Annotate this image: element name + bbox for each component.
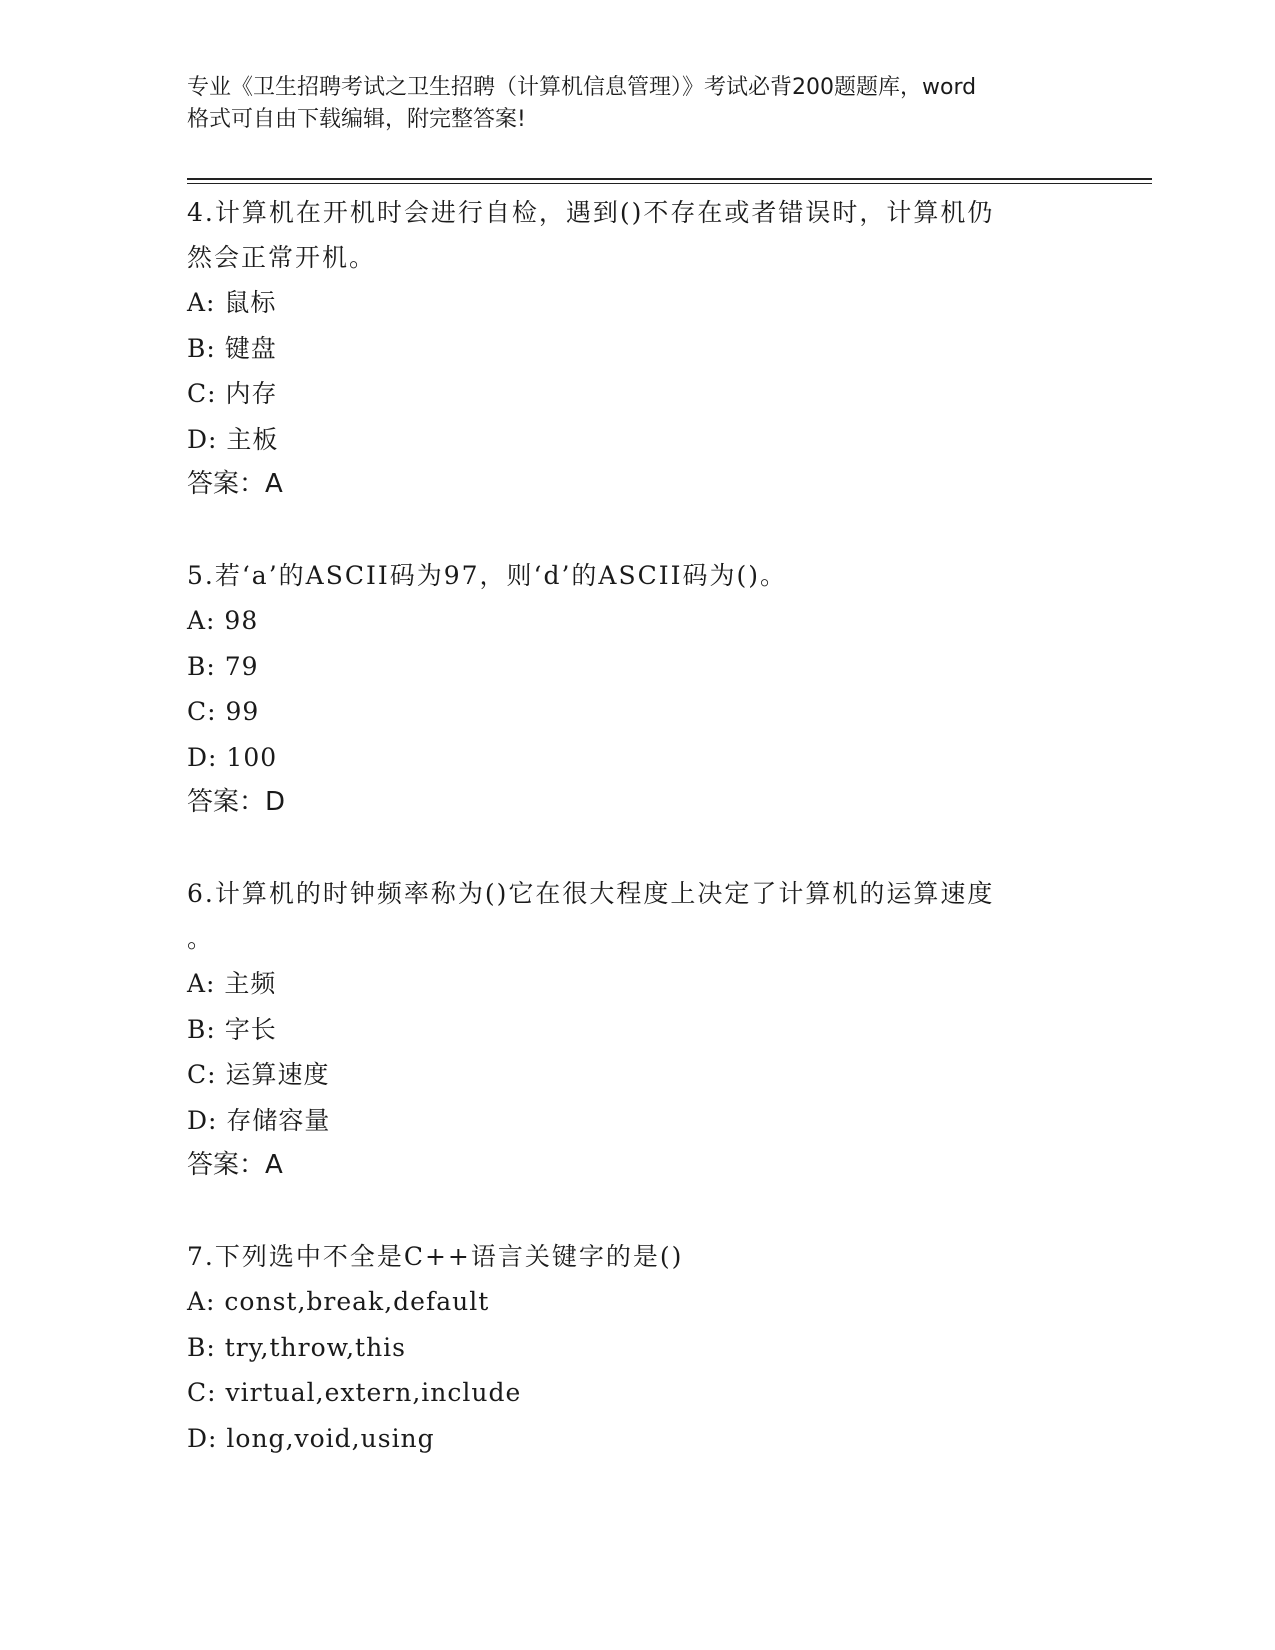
option-d: D: long,void,using [187,1423,435,1453]
question-7 [187,1234,1087,1461]
option-a: A: 98 [187,606,259,635]
option-c: C: 内存 [187,379,278,408]
option-a: A: const,break,default [187,1287,490,1316]
question-5 [187,553,1087,825]
document-header [187,72,1087,136]
answer: 答案：D [187,787,286,817]
option-b: B: 键盘 [187,333,277,363]
question-stem-line: 。 [187,924,215,953]
question-stem-line: 7.下列选中不全是C++语言关键字的是() [187,1242,684,1271]
answer: 答案：A [187,469,283,499]
header-divider-thin [187,183,1152,184]
spacer [187,1188,1087,1234]
question-stem-line: 6.计算机的时钟频率称为()它在很大程度上决定了计算机的运算速度 [187,879,995,908]
option-b: B: 79 [187,651,259,681]
answer: 答案：A [187,1150,283,1180]
option-c: C: virtual,extern,include [187,1378,522,1407]
question-stem-line: 5.若‘a’的ASCII码为97，则‘d’的ASCII码为()。 [187,561,787,590]
option-d: D: 存储容量 [187,1105,331,1135]
option-c: C: 99 [187,697,260,726]
option-a: A: 鼠标 [187,288,277,317]
header-line-2: 格式可自由下载编辑，附完整答案! [187,107,526,132]
question-stem-line: 4.计算机在开机时会进行自检，遇到()不存在或者错误时，计算机仍 [187,198,995,227]
question-list [187,190,1087,1461]
question-4 [187,190,1087,507]
question-6 [187,871,1087,1188]
header-divider-thick [187,178,1152,180]
option-b: B: try,throw,this [187,1332,406,1362]
spacer [187,825,1087,871]
option-c: C: 运算速度 [187,1060,330,1089]
spacer [187,507,1087,553]
option-a: A: 主频 [187,969,277,998]
header-line-1: 专业《卫生招聘考试之卫生招聘（计算机信息管理）》考试必背200题题库，word [187,75,977,100]
option-d: D: 100 [187,742,278,772]
option-b: B: 字长 [187,1014,277,1044]
question-stem-line: 然会正常开机。 [187,243,377,272]
option-d: D: 主板 [187,424,279,454]
